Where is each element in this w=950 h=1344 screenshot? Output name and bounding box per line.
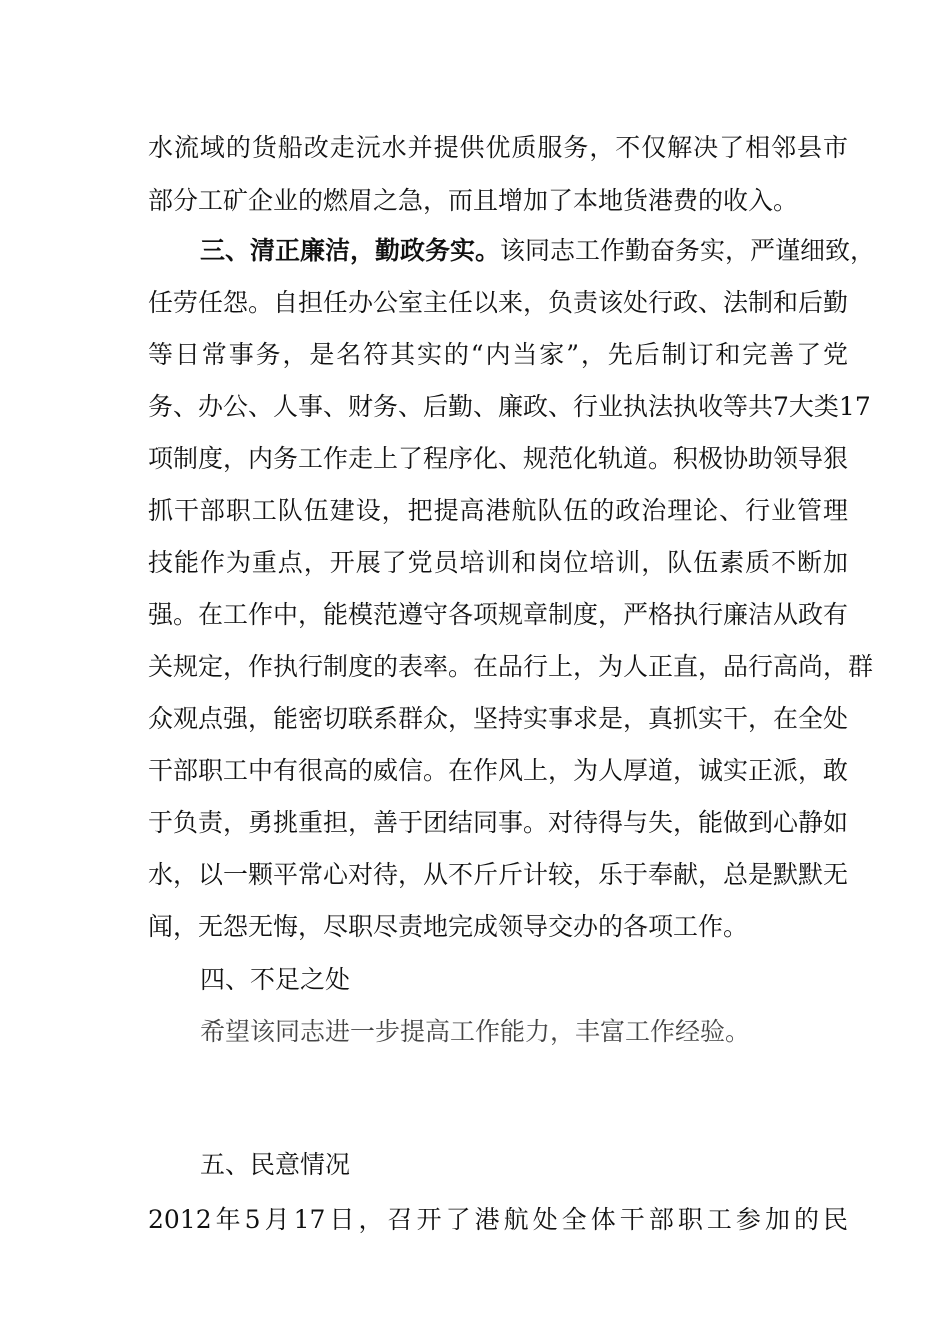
section3-heading: 三、清正廉洁，勤政务实。 xyxy=(200,236,501,265)
paragraph-line: 抓干部职工队伍建设，把提高港航队伍的政治理论、行业管理 xyxy=(148,496,848,525)
section5-heading: 五、民意情况 xyxy=(200,1150,351,1179)
paragraph-line: 水流域的货船改走沅水并提供优质服务，不仅解决了相邻县市 xyxy=(148,133,848,162)
paragraph-line: 关规定，作执行制度的表率。在品行上，为人正直，品行高尚，群 xyxy=(148,652,874,681)
paragraph-line: 水，以一颗平常心对待，从不斤斤计较，乐于奉献，总是默默无 xyxy=(148,860,849,889)
paragraph-line: 项制度，内务工作走上了程序化、规范化轨道。积极协助领导狠 xyxy=(148,444,849,473)
paragraph-line: 部分工矿企业的燃眉之急，而且增加了本地货港费的收入。 xyxy=(148,186,799,215)
paragraph-line: 等日常事务，是名符其实的“内当家”，先后制订和完善了党 xyxy=(148,340,848,369)
section4-heading: 四、不足之处 xyxy=(200,965,351,994)
paragraph-line: 众观点强，能密切联系群众，坚持实事求是，真抓实干，在全处 xyxy=(148,704,849,733)
paragraph-line: 闻，无怨无悔，尽职尽责地完成领导交办的各项工作。 xyxy=(148,912,749,941)
section5-text: 2012年5月17日，召开了港航处全体干部职工参加的民 xyxy=(148,1205,848,1234)
paragraph-line: 技能作为重点，开展了党员培训和岗位培训，队伍素质不断加 xyxy=(148,548,848,577)
section3-first-line-text: 该同志工作勤奋务实，严谨细致， xyxy=(500,236,876,265)
section4-text: 希望该同志进一步提高工作能力，丰富工作经验。 xyxy=(200,1017,751,1046)
section3-first-line xyxy=(200,233,876,269)
paragraph-line: 任劳任怨。自担任办公室主任以来，负责该处行政、法制和后勤 xyxy=(148,288,849,317)
paragraph-line: 干部职工中有很高的威信。在作风上，为人厚道，诚实正派，敢 xyxy=(148,756,849,785)
paragraph-line: 强。在工作中，能模范遵守各项规章制度，严格执行廉洁从政有 xyxy=(148,600,849,629)
paragraph-line: 务、办公、人事、财务、后勤、廉政、行业执法执收等共7大类17 xyxy=(148,392,871,421)
paragraph-line: 于负责，勇挑重担，善于团结同事。对待得与失，能做到心静如 xyxy=(148,808,849,837)
